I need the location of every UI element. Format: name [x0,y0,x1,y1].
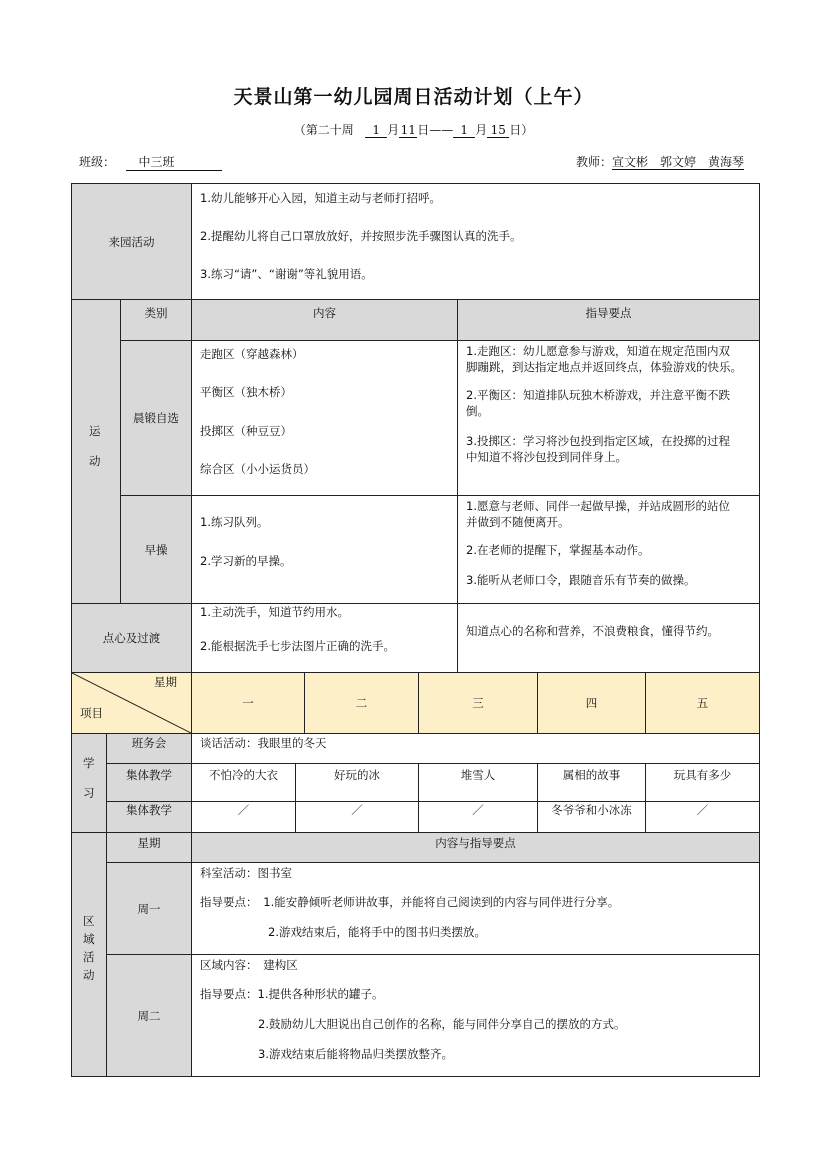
snack-points-cell [457,603,760,673]
point-line: 3.投掷区：学习将沙包投到指定区域，在投掷的过程 [466,434,730,448]
page-title: 天景山第一幼儿园周日活动计划（上午） [233,86,594,108]
lesson-title: 属相的故事 [562,768,621,782]
weekday-cell [191,672,305,734]
point-line: 并做到不随便离开。 [466,515,570,529]
teachers-line [576,153,744,170]
lesson-title: 不怕冷的大衣 [209,768,278,782]
class-meeting-value: 谈话活动：我眼里的冬天 [200,736,327,750]
area-content-header [191,832,760,863]
area-header-char: 活 [83,950,95,964]
point-line: 倒。 [466,404,489,418]
lesson-title: ／ [351,803,363,817]
snack-content-cell [191,603,458,673]
area-item: 平衡区（独木桥） [200,385,292,399]
tuesday-content-cell [191,954,760,1077]
area-item: 综合区（小小运货员） [200,462,315,476]
sport-header-char: 动 [89,454,101,468]
sport-header-cell [71,299,121,604]
area-line: 科室活动：图书室 [200,866,292,880]
group-teach-label: 集体教学 [126,803,172,817]
area-item: 走跑区（穿越森林） [200,347,304,361]
weekday-cell [418,672,538,734]
area-item: 投掷区（种豆豆） [200,424,292,438]
item-label: 项目 [80,706,103,720]
sport-content-header [191,299,458,341]
weekday-name: 四 [585,696,598,710]
snack-header: 点心及过渡 [102,631,161,645]
study-header-cell [71,733,107,833]
group-teach-label-cell [106,763,192,802]
area-header-char: 区 [83,914,95,928]
lesson-title: 堆雪人 [460,768,496,782]
exercise-item: 2.学习新的早操。 [200,554,292,568]
weekday-cell [537,672,646,734]
group-teach-cell [191,763,296,802]
month-label: 月 [387,123,400,137]
area-day-header [106,832,192,863]
point-line: 1.愿意与老师、同伴一起做早操，并站成圆形的站位 [466,499,730,513]
weekday-name: 五 [696,696,709,710]
sport-header-char: 运 [89,424,101,438]
tuesday-label: 周二 [137,1008,161,1023]
lesson-title: ／ [237,803,250,817]
exercise-item: 1.练习队列。 [200,515,269,529]
weekday-name: 三 [472,696,484,710]
arrival-item: 3.练习“请”、“谢谢”等礼貌用语。 [200,267,373,281]
class-meeting-label-cell [106,733,192,764]
monday-content-cell [191,862,760,955]
end-month: 1 [453,124,475,138]
group-teach-cell [191,801,296,833]
point-line: 2.平衡区：知道排队玩独木桥游戏，并注意平衡不跌 [466,388,730,402]
arrival-content-cell [191,183,760,300]
sport-type-header [120,299,192,341]
weekday-cell [645,672,760,734]
monday-label: 周一 [137,901,161,916]
weekday-corner-cell [71,672,192,734]
snack-header-cell [71,603,192,673]
point-line: 3.能听从老师口令，跟随音乐有节奏的做操。 [466,573,696,587]
class-meeting-value-cell [191,733,760,764]
group-teach-cell [645,801,760,833]
lesson-title: ／ [696,803,709,817]
area-day-label: 星期 [137,836,161,850]
point-line: 中知道不将沙包投到同伴身上。 [466,450,627,464]
point-line: 2.在老师的提醒下，掌握基本动作。 [466,543,650,557]
teacher-label: 教师： [576,155,613,169]
point-line: 脚蹦跳，到达指定地点并返回终点，体验游戏的快乐。 [466,360,742,374]
week-line [0,121,827,138]
class-value-text: 中三班 [138,155,175,169]
week-separator: 日—— [417,123,454,137]
class-line [79,153,222,171]
arrival-header-cell [71,183,192,300]
area-line: 区域内容： 建构区 [200,958,298,972]
exercise-content-cell [191,495,458,604]
group-teach-cell [645,763,760,802]
end-day: 15 [487,124,509,138]
teacher-names: 宣文彬 郭文婷 黄海琴 [612,155,745,169]
weekday-label: 星期 [154,675,177,689]
point-line: 1.走跑区：幼儿愿意参与游戏，知道在规定范围内双 [466,344,730,358]
morning-pick-content-cell [191,340,458,496]
class-label: 班级： [79,155,116,169]
snack-item: 2.能根据洗手七步法图片正确的洗手。 [200,639,395,653]
study-header-char: 学 [83,756,95,770]
morning-pick-label-cell [120,340,192,496]
morning-pick-points-cell [457,340,760,496]
exercise-points-cell [457,495,760,604]
group-teach-cell [537,763,646,802]
exercise-label: 早操 [144,542,168,557]
col-content-label: 内容 [313,306,336,320]
sport-points-header [457,299,760,341]
group-teach-cell [418,801,538,833]
weekday-name: 一 [242,696,254,710]
area-line: 2.游戏结束后，能将手中的图书归类摆放。 [268,925,486,939]
col-type-label: 类别 [144,306,168,320]
lesson-title: 玩具有多少 [673,768,732,782]
group-teach-cell [295,763,419,802]
start-month: 1 [365,124,387,138]
week-suffix: 日） [509,123,534,137]
lesson-title: 冬爷爷和小冰冻 [551,803,632,817]
area-line: 2.鼓励幼儿大胆说出自己创作的名称，能与同伴分享自己的摆放的方式。 [258,1017,626,1031]
group-teach-label-cell [106,801,192,833]
group-teach-label: 集体教学 [126,768,172,782]
morning-pick-label: 晨锻自选 [133,411,179,425]
area-header-char: 域 [83,932,95,946]
lesson-title: 好玩的冰 [334,768,380,782]
area-line: 指导要点：1.提供各种形状的罐子。 [200,987,384,1001]
class-meeting-label: 班务会 [131,736,167,750]
weekday-name: 二 [355,696,368,710]
arrival-item: 2.提醒幼儿将自己口罩放放好，并按照步洗手骤图认真的洗手。 [200,229,522,243]
area-line: 3.游戏结束后能将物品归类摆放整齐。 [258,1047,453,1061]
lesson-title: ／ [472,803,484,817]
area-header-cell [71,832,107,1077]
col-points-label: 指导要点 [585,306,632,320]
monday-label-cell [106,862,192,955]
group-teach-cell [537,801,646,833]
arrival-item: 1.幼儿能够开心入园，知道主动与老师打招呼。 [200,191,441,205]
area-line: 指导要点： 1.能安静倾听老师讲故事，并能将自己阅读到的内容与同伴进行分享。 [200,895,620,909]
group-teach-cell [418,763,538,802]
study-header-char: 习 [83,786,95,800]
weekday-cell [304,672,419,734]
month-label: 月 [475,123,488,137]
start-day: 11 [400,123,416,137]
class-value [126,153,222,171]
area-content-label: 内容与指导要点 [435,836,516,850]
snack-points: 知道点心的名称和营养，不浪费粮食，懂得节约。 [466,624,719,638]
tuesday-label-cell [106,954,192,1077]
group-teach-cell [295,801,419,833]
exercise-label-cell [120,495,192,604]
snack-item: 1.主动洗手，知道节约用水。 [200,605,349,619]
arrival-header: 来园活动 [108,234,155,249]
week-prefix: （第二十周 [293,123,354,137]
area-header-char: 动 [83,968,95,982]
